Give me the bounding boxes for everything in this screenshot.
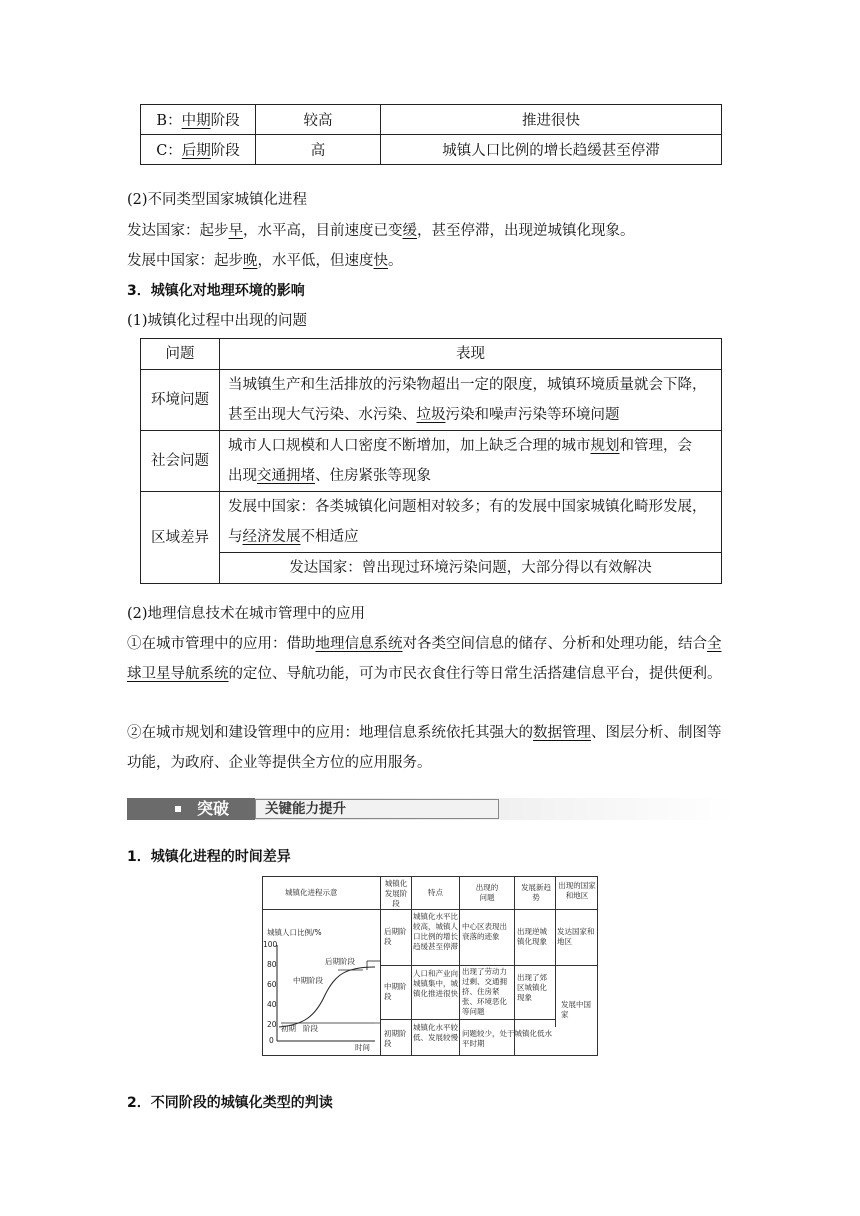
stage-label: C：后期阶段 [141,135,256,165]
mid-stage: 中期阶段 [384,982,407,1001]
header-stage: 城镇化发展阶段 [384,879,408,908]
mid-trend: 出现了郊区城镇化现象 [517,973,547,1002]
header-problems: 出现的问题 [475,883,499,902]
problem-name: 环境问题 [141,370,220,431]
banner-title: 突破 [197,799,230,818]
header-manifestation: 表现 [220,339,722,370]
y-axis-label: 城镇人口比例/% [267,928,322,937]
section-3-heading: 3．城镇化对地理环境的影响 [127,283,305,299]
gis-paragraph-2: ②在城市规划和建设管理中的应用：地理信息系统依托其强大的数据管理、图层分析、制图等功能，为政府、企业等提供全方位的应用服务。 [127,725,722,771]
stage-label: B：中期阶段 [141,105,256,135]
problem-name: 社会问题 [141,431,220,492]
developing-country: 发展中国家 [561,1000,591,1019]
y-tick: 80 [267,960,277,969]
header-trend: 发展新趋势 [521,883,551,902]
table-row [141,339,722,370]
stage-level: 较高 [256,105,381,135]
y-tick: 60 [267,980,277,989]
problem-desc: 当城镇生产和生活排放的污染物超出一定的限度，城镇环境质量就会下降， 甚至出现大气污染、水污染、垃圾污染和噪声污染等环境问题 [220,370,722,431]
banner-subtitle: 关键能力提升 [265,801,346,817]
header-schematic: 城镇化进程示意 [285,888,338,897]
mid-problem: 出现了劳动力过剩、交通拥挤、住房紧张、环境恶化等问题 [462,967,507,1016]
section-3-sub2: (2)地理信息技术在城市管理中的应用 [127,606,366,622]
early-feature: 城镇化水平较低、发展较慢 [413,1023,458,1042]
curve-label-mid: 中期阶段 [293,976,323,985]
problems-table [140,338,722,584]
y-tick: 20 [267,1020,277,1029]
x-axis-label: 时间 [355,1043,370,1052]
section-2-heading: (2)不同类型国家城镇化进程 [127,192,308,208]
breakthrough-banner [127,798,735,820]
table-row [141,553,722,584]
developing-countries-text: 发展中国家：起步晚，水平低，但速度快。 [127,253,403,269]
item-2-heading: 2．不同阶段的城镇化类型的判读 [127,1095,333,1111]
mid-feature: 人口和产业向城镇集中，城镇化推进很快 [413,969,458,998]
stage-level: 高 [256,135,381,165]
problem-desc: 城市人口规模和人口密度不断增加，加上缺乏合理的城市规划和管理，会 出现交通拥堵、住房紧张等现象 [220,431,722,492]
urbanization-diagram [262,876,598,1056]
section-3-sub1: (1)城镇化过程中出现的问题 [127,313,308,329]
late-stage: 后期阶段 [384,927,407,946]
late-trend: 出现逆城镇化现象 [517,927,547,946]
developed-countries-text: 发达国家：起步早，水平高，目前速度已变缓，甚至停滞，出现逆城镇化现象。 [127,223,635,239]
curve-label-early-b: 阶段 [303,1024,318,1033]
header-features: 特点 [428,888,443,897]
early-stage: 初期阶段 [384,1029,407,1048]
header-countries: 出现的国家和地区 [558,881,596,900]
y-tick: 40 [267,1000,277,1009]
late-feature: 城镇化水平比较高，城镇人口比例的增长趋缓甚至停滞 [413,912,458,951]
stage-speed: 推进很快 [381,105,722,135]
curve-label-early-a: 初期 [281,1024,296,1033]
table-row [141,370,722,431]
item-1-heading: 1．城镇化进程的时间差异 [127,849,291,865]
late-problem: 中心区表现出衰落的迹象 [462,922,507,941]
problem-desc: 发达国家：曾出现过环境污染问题，大部分得以有效解决 [220,553,722,584]
problem-desc: 发展中国家：各类城镇化问题相对较多；有的发展中国家城镇化畸形发展， 与经济发展不相适应 [220,492,722,553]
stage-speed: 城镇人口比例的增长趋缓甚至停滞 [381,135,722,165]
banner-dark-block [127,798,255,820]
y-tick: 100 [263,940,278,949]
gis-paragraph-1: ①在城市管理中的应用：借助地理信息系统对各类空间信息的储存、分析和处理功能，结合全球卫星导航系统的定位、导航功能，可为市民衣食住行等日常生活搭建信息平台，提供便利。 [127,636,722,682]
early-problem: 问题较少，处于城镇化低水平时期 [462,1029,552,1048]
late-country: 发达国家和地区 [557,927,595,946]
table-row [141,105,722,135]
table-row [141,492,722,553]
stage-table [140,104,722,165]
curve-label-late: 后期阶段 [325,957,355,966]
table-row [141,135,722,165]
problem-name: 区域差异 [141,492,220,584]
table-row [141,431,722,492]
square-bullet-icon [175,806,181,812]
header-problem: 问题 [141,339,220,370]
y-tick: 0 [269,1036,274,1045]
